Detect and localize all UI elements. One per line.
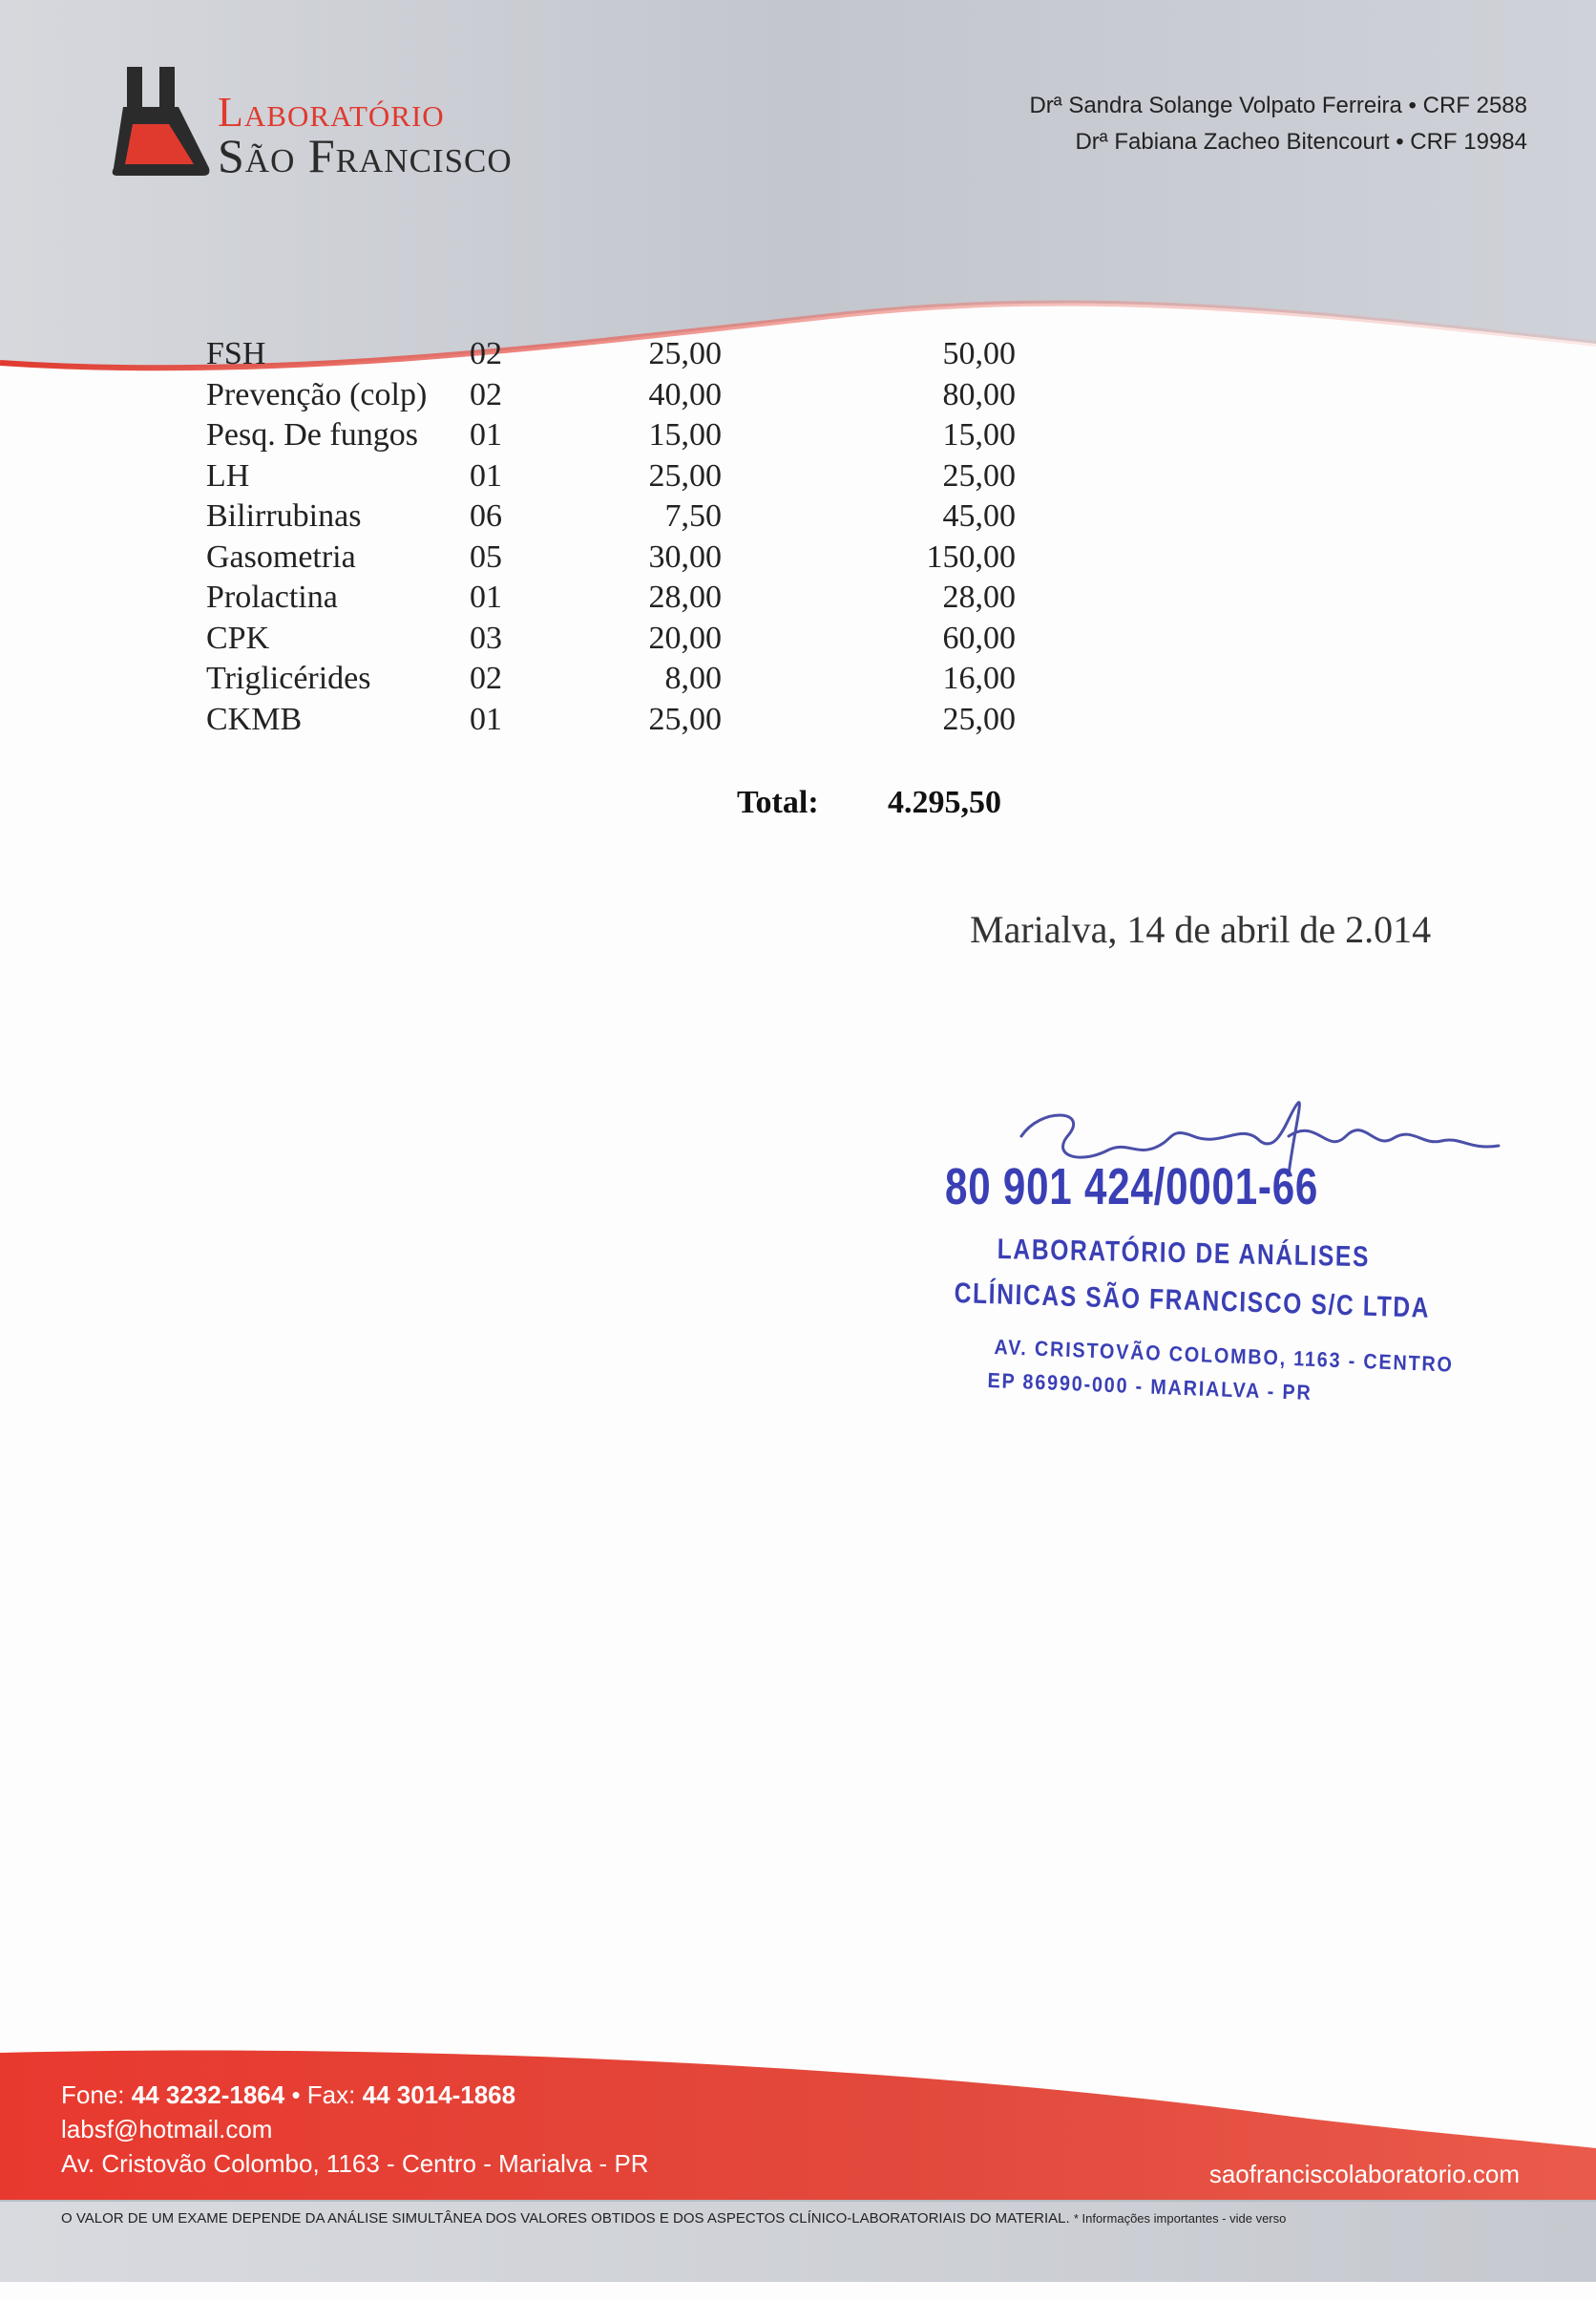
item-unit-price: 25,00 (648, 701, 722, 737)
item-total: 45,00 (942, 498, 1016, 534)
phone-line (61, 2078, 649, 2112)
item-qty: 03 (470, 620, 502, 656)
item-qty: 06 (470, 498, 502, 534)
table-row (206, 377, 1027, 418)
item-total: 150,00 (926, 538, 1016, 575)
date-line: Marialva, 14 de abril de 2.014 (970, 908, 1432, 951)
item-unit-price: 28,00 (648, 580, 722, 615)
item-name: Prevenção (colp) (206, 376, 428, 412)
flask-logo-icon (110, 65, 215, 179)
item-qty: 05 (470, 538, 502, 575)
item-unit-price: 8,00 (664, 661, 722, 696)
total-label: Total: (737, 785, 819, 820)
doctor-line: Drª Sandra Solange Volpato Ferreira • CRF 2588 (1029, 93, 1527, 118)
stamp-line: EP 86990-000 - MARIALVA - PR (987, 1368, 1312, 1405)
item-qty: 01 (470, 417, 502, 453)
table-row (206, 458, 1027, 499)
address-line: Av. Cristovão Colombo, 1163 - Centro - Marialva - PR (61, 2149, 649, 2178)
item-name: Pesq. De fungos (206, 417, 418, 453)
table-row (206, 621, 1027, 662)
footer-contacts (61, 2078, 649, 2181)
total-value: 4.295,50 (888, 785, 1001, 820)
stamp-line: CLÍNICAS SÃO FRANCISCO S/C LTDA (954, 1277, 1431, 1324)
stamp-line: LABORATÓRIO DE ANÁLISES (997, 1234, 1371, 1274)
doctor-line: Drª Fabiana Zacheo Bitencourt • CRF 19984 (1075, 129, 1527, 155)
disclaimer-text: O VALOR DE UM EXAME DEPENDE DA ANÁLISE SIMULTÂNEA DOS VALORES OBTIDOS E DOS ASPECTOS CLÍNICO-LABORATORIAIS DO MATERIAL. (61, 2210, 1070, 2227)
lab-name-line1: Laboratório (218, 89, 445, 136)
item-total: 50,00 (942, 336, 1016, 371)
item-name: Prolactina (206, 580, 338, 615)
table-row (206, 417, 1027, 458)
footer-disclaimer (61, 2210, 1286, 2227)
item-name: CKMB (206, 701, 303, 737)
table-row (206, 580, 1027, 621)
item-qty: 01 (470, 457, 502, 494)
item-total: 25,00 (942, 701, 1016, 737)
phone-label: Fone: (61, 2080, 125, 2109)
item-unit-price: 7,50 (664, 498, 722, 534)
table-row (206, 661, 1027, 702)
fax-label: Fax: (306, 2080, 356, 2109)
item-name: Bilirrubinas (206, 498, 362, 534)
table-row (206, 539, 1027, 581)
fax-number: 44 3014-1868 (362, 2080, 516, 2109)
item-total: 15,00 (942, 417, 1016, 453)
email-line: labsf@hotmail.com (61, 2115, 273, 2143)
phone-number: 44 3232-1864 (131, 2080, 285, 2109)
website-link: saofranciscolaboratorio.com (1208, 2160, 1520, 2188)
table-row (206, 498, 1027, 539)
item-qty: 02 (470, 336, 502, 371)
stamp-line: AV. CRISTOVÃO COLOMBO, 1163 - CENTRO (994, 1335, 1455, 1377)
exam-items-table (206, 336, 1027, 742)
item-total: 28,00 (942, 580, 1016, 615)
item-qty: 01 (470, 701, 502, 737)
item-name: Gasometria (206, 538, 356, 575)
item-unit-price: 20,00 (648, 620, 722, 656)
company-stamp (945, 1098, 1537, 1423)
item-qty: 02 (470, 376, 502, 412)
item-name: CPK (206, 620, 270, 656)
doctors-block (1029, 88, 1527, 160)
item-total: 60,00 (942, 620, 1016, 656)
item-total: 16,00 (942, 661, 1016, 696)
item-unit-price: 30,00 (648, 538, 722, 575)
item-name: FSH (206, 336, 266, 371)
disclaimer-small: * Informações importantes - vide verso (1073, 2211, 1287, 2226)
item-total: 25,00 (942, 457, 1016, 494)
separator-dot: • (291, 2080, 301, 2109)
item-unit-price: 25,00 (648, 457, 722, 494)
item-unit-price: 40,00 (648, 376, 722, 412)
item-qty: 01 (470, 580, 502, 615)
item-unit-price: 15,00 (648, 417, 722, 453)
item-total: 80,00 (942, 376, 1016, 412)
lab-name-line2: São Francisco (218, 129, 513, 182)
item-name: Triglicérides (206, 661, 371, 696)
item-qty: 02 (470, 661, 502, 696)
table-row (206, 336, 1027, 377)
item-name: LH (206, 457, 250, 494)
stamp-cnpj: 80 901 424/0001-66 (945, 1158, 1319, 1215)
item-unit-price: 25,00 (648, 336, 722, 371)
table-row (206, 702, 1027, 743)
